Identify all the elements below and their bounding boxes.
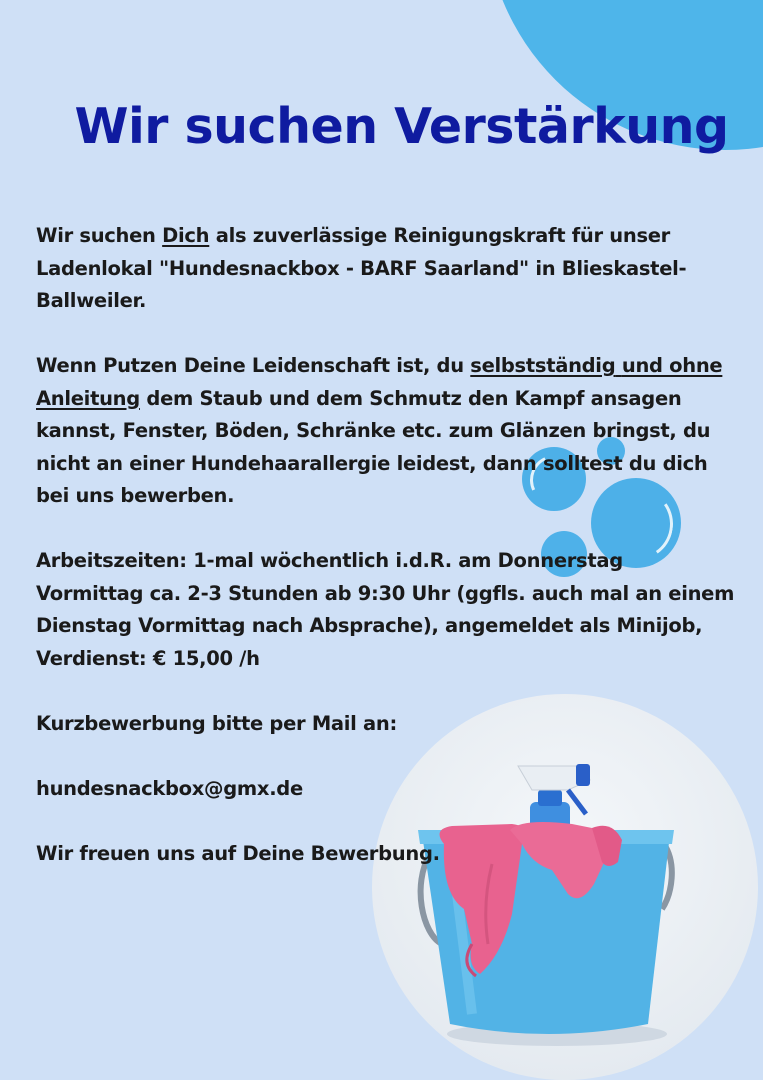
job-description	[36, 220, 736, 903]
intro-text-start: Wir suchen	[36, 224, 163, 247]
contact-email[interactable]: hundesnackbox@gmx.de	[36, 776, 303, 800]
intro-text-end: als zuverlässige Reinigungskraft für unser Ladenlokal "Hundesnackbox - BARF Saarland" in Blieskastel-Ballweiler.	[36, 224, 687, 312]
requirements-paragraph	[36, 350, 736, 513]
apply-instruction: Kurzbewerbung bitte per Mail an:	[36, 711, 397, 735]
intro-text-underlined: Dich	[162, 224, 210, 247]
requirements-underlined-2: und ohne Anleitung	[36, 354, 723, 410]
closing-line: Wir freuen uns auf Deine Bewerbung.	[36, 841, 440, 865]
requirements-text-start: Wenn Putzen Deine Leidenschaft ist, du	[36, 354, 471, 377]
requirements-text-end: dem Staub und dem Schmutz den Kampf ansagen kannst, Fenster, Böden, Schränke etc. zum Glänzen bringst, du nicht an einer Hundehaarallergie leidest, dann solltest du dich bei uns bewerben.	[36, 386, 711, 507]
intro-paragraph	[36, 220, 736, 318]
working-hours-paragraph: Arbeitszeiten: 1-mal wöchentlich i.d.R. am Donnerstag Vormittag ca. 2-3 Stunden ab 9:30 Uhr (ggfls. auch mal an einem Dienstag Vormittag nach Absprache), angemeldet als Minijob, Verdienst: € 15,00 /h	[36, 549, 735, 670]
page-title: Wir suchen Verstärkung	[74, 98, 729, 155]
requirements-underlined-1: selbstständig	[470, 354, 616, 377]
